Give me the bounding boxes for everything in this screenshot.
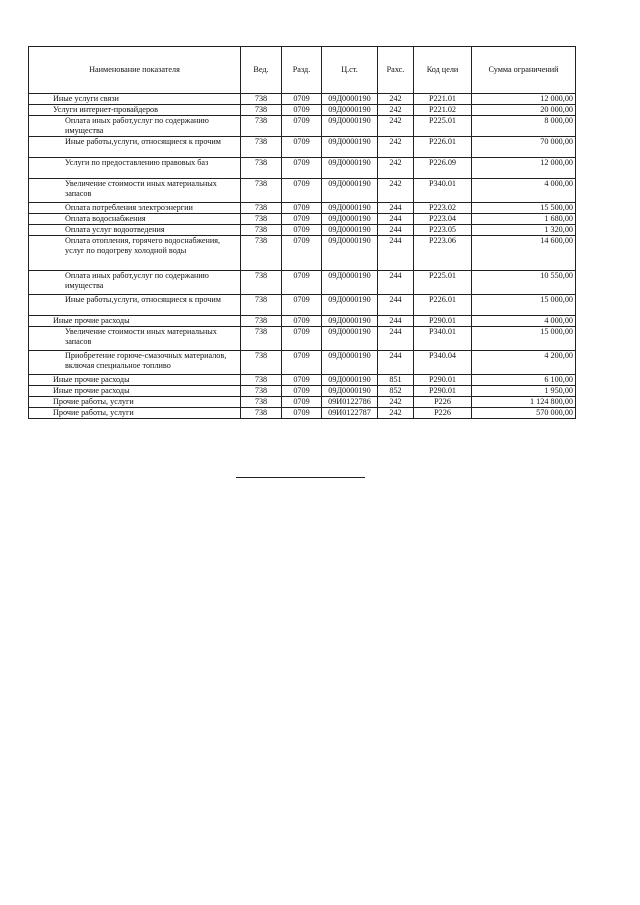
row-name: Иные услуги связи xyxy=(29,94,241,105)
table-row xyxy=(29,351,576,375)
row-ved: 738 xyxy=(241,351,282,375)
row-ved: 738 xyxy=(241,116,282,137)
row-rash: 244 xyxy=(378,214,414,225)
row-rash: 244 xyxy=(378,295,414,316)
row-sum: 1 124 800,00 xyxy=(472,397,576,408)
row-ved: 738 xyxy=(241,295,282,316)
row-rash: 242 xyxy=(378,158,414,179)
row-name: Оплата потребления электроэнергии xyxy=(29,203,241,214)
table-row xyxy=(29,105,576,116)
row-kod: Р226.01 xyxy=(414,295,472,316)
row-ved: 738 xyxy=(241,408,282,419)
row-cst: 09Д0000190 xyxy=(322,203,378,214)
row-razd: 0709 xyxy=(282,225,322,236)
row-sum: 1 950,00 xyxy=(472,386,576,397)
row-sum: 10 550,00 xyxy=(472,271,576,295)
row-sum: 1 320,00 xyxy=(472,225,576,236)
row-kod: Р223.06 xyxy=(414,236,472,271)
row-ved: 738 xyxy=(241,327,282,351)
row-sum: 15 000,00 xyxy=(472,327,576,351)
row-razd: 0709 xyxy=(282,158,322,179)
row-cst: 09И0122787 xyxy=(322,408,378,419)
row-name: Услуги по предоставлению правовых баз xyxy=(29,158,241,179)
row-razd: 0709 xyxy=(282,316,322,327)
row-sum: 4 000,00 xyxy=(472,316,576,327)
header-name: Наименование показателя xyxy=(29,47,241,94)
row-name: Услуги интернет-провайдеров xyxy=(29,105,241,116)
table-row xyxy=(29,295,576,316)
row-ved: 738 xyxy=(241,137,282,158)
row-razd: 0709 xyxy=(282,179,322,203)
table-row xyxy=(29,94,576,105)
row-name: Иные прочие расходы xyxy=(29,386,241,397)
row-razd: 0709 xyxy=(282,271,322,295)
row-rash: 852 xyxy=(378,386,414,397)
row-sum: 4 200,00 xyxy=(472,351,576,375)
row-razd: 0709 xyxy=(282,105,322,116)
table-row xyxy=(29,386,576,397)
row-razd: 0709 xyxy=(282,375,322,386)
row-sum: 15 500,00 xyxy=(472,203,576,214)
table-row xyxy=(29,116,576,137)
row-sum: 15 000,00 xyxy=(472,295,576,316)
row-razd: 0709 xyxy=(282,351,322,375)
row-rash: 244 xyxy=(378,225,414,236)
row-sum: 12 000,00 xyxy=(472,158,576,179)
row-name: Прочие работы, услуги xyxy=(29,397,241,408)
table-row xyxy=(29,225,576,236)
row-ved: 738 xyxy=(241,225,282,236)
row-cst: 09И0122786 xyxy=(322,397,378,408)
row-name: Увеличение стоимости иных материальных запасов xyxy=(29,327,241,351)
row-ved: 738 xyxy=(241,94,282,105)
row-cst: 09Д0000190 xyxy=(322,327,378,351)
row-kod: Р290.01 xyxy=(414,316,472,327)
table-row xyxy=(29,137,576,158)
row-kod: Р225.01 xyxy=(414,271,472,295)
row-rash: 244 xyxy=(378,316,414,327)
row-razd: 0709 xyxy=(282,214,322,225)
row-ved: 738 xyxy=(241,203,282,214)
row-kod: Р340.04 xyxy=(414,351,472,375)
row-razd: 0709 xyxy=(282,94,322,105)
row-kod: Р225.01 xyxy=(414,116,472,137)
header-rash: Рахс. xyxy=(378,47,414,94)
row-kod: Р340.01 xyxy=(414,327,472,351)
row-name: Оплата водоснабжения xyxy=(29,214,241,225)
row-rash: 242 xyxy=(378,397,414,408)
row-name: Оплата отопления, горячего водоснабжения, услуг по подогреву холодной воды xyxy=(29,236,241,271)
row-rash: 242 xyxy=(378,179,414,203)
row-name: Иные работы,услуги, относящиеся к прочим xyxy=(29,295,241,316)
row-cst: 09Д0000190 xyxy=(322,236,378,271)
table-row xyxy=(29,236,576,271)
table-row xyxy=(29,271,576,295)
table-header-row xyxy=(29,47,576,94)
row-razd: 0709 xyxy=(282,137,322,158)
row-cst: 09Д0000190 xyxy=(322,295,378,316)
row-cst: 09Д0000190 xyxy=(322,316,378,327)
table-row xyxy=(29,158,576,179)
row-name: Иные работы,услуги, относящиеся к прочим xyxy=(29,137,241,158)
budget-limits-table xyxy=(28,46,576,419)
row-kod: Р226 xyxy=(414,397,472,408)
row-rash: 242 xyxy=(378,105,414,116)
row-kod: Р223.04 xyxy=(414,214,472,225)
header-razd: Разд. xyxy=(282,47,322,94)
row-cst: 09Д0000190 xyxy=(322,94,378,105)
row-rash: 242 xyxy=(378,116,414,137)
row-cst: 09Д0000190 xyxy=(322,271,378,295)
table-row xyxy=(29,375,576,386)
row-razd: 0709 xyxy=(282,386,322,397)
header-cst: Ц.ст. xyxy=(322,47,378,94)
row-kod: Р340.01 xyxy=(414,179,472,203)
row-rash: 242 xyxy=(378,94,414,105)
row-ved: 738 xyxy=(241,214,282,225)
row-sum: 8 000,00 xyxy=(472,116,576,137)
row-ved: 738 xyxy=(241,236,282,271)
row-cst: 09Д0000190 xyxy=(322,105,378,116)
row-cst: 09Д0000190 xyxy=(322,351,378,375)
row-name: Оплата иных работ,услуг по содержанию имущества xyxy=(29,271,241,295)
row-ved: 738 xyxy=(241,271,282,295)
row-cst: 09Д0000190 xyxy=(322,214,378,225)
row-kod: Р221.01 xyxy=(414,94,472,105)
row-ved: 738 xyxy=(241,105,282,116)
row-ved: 738 xyxy=(241,158,282,179)
table-row xyxy=(29,203,576,214)
row-kod: Р226 xyxy=(414,408,472,419)
row-razd: 0709 xyxy=(282,203,322,214)
row-rash: 244 xyxy=(378,271,414,295)
row-kod: Р226.09 xyxy=(414,158,472,179)
row-name: Прочие работы, услуги xyxy=(29,408,241,419)
row-name: Увеличение стоимости иных материальных запасов xyxy=(29,179,241,203)
row-rash: 851 xyxy=(378,375,414,386)
table-row xyxy=(29,316,576,327)
end-divider xyxy=(236,477,365,478)
table-row xyxy=(29,179,576,203)
row-rash: 244 xyxy=(378,203,414,214)
header-sum: Сумма ограничений xyxy=(472,47,576,94)
row-cst: 09Д0000190 xyxy=(322,137,378,158)
row-cst: 09Д0000190 xyxy=(322,179,378,203)
row-ved: 738 xyxy=(241,386,282,397)
row-ved: 738 xyxy=(241,179,282,203)
row-name: Иные прочие расходы xyxy=(29,375,241,386)
row-kod: Р290.01 xyxy=(414,386,472,397)
row-sum: 70 000,00 xyxy=(472,137,576,158)
row-name: Иные прочие расходы xyxy=(29,316,241,327)
row-rash: 244 xyxy=(378,236,414,271)
row-rash: 244 xyxy=(378,327,414,351)
row-kod: Р221.02 xyxy=(414,105,472,116)
table-row xyxy=(29,327,576,351)
row-cst: 09Д0000190 xyxy=(322,116,378,137)
row-kod: Р226.01 xyxy=(414,137,472,158)
table-row xyxy=(29,397,576,408)
row-razd: 0709 xyxy=(282,408,322,419)
row-name: Оплата услуг водоотведения xyxy=(29,225,241,236)
row-name: Приобретение горюче-смазочных материалов, включая специальное топливо xyxy=(29,351,241,375)
row-ved: 738 xyxy=(241,316,282,327)
row-cst: 09Д0000190 xyxy=(322,386,378,397)
row-razd: 0709 xyxy=(282,327,322,351)
row-sum: 14 600,00 xyxy=(472,236,576,271)
row-ved: 738 xyxy=(241,397,282,408)
row-cst: 09Д0000190 xyxy=(322,375,378,386)
row-cst: 09Д0000190 xyxy=(322,225,378,236)
row-kod: Р223.02 xyxy=(414,203,472,214)
row-razd: 0709 xyxy=(282,236,322,271)
row-sum: 1 680,00 xyxy=(472,214,576,225)
row-rash: 244 xyxy=(378,351,414,375)
row-razd: 0709 xyxy=(282,295,322,316)
row-kod: Р290.01 xyxy=(414,375,472,386)
row-sum: 570 000,00 xyxy=(472,408,576,419)
row-sum: 12 000,00 xyxy=(472,94,576,105)
row-sum: 20 000,00 xyxy=(472,105,576,116)
row-sum: 4 000,00 xyxy=(472,179,576,203)
row-name: Оплата иных работ,услуг по содержанию имущества xyxy=(29,116,241,137)
table-row xyxy=(29,408,576,419)
header-ved: Вед. xyxy=(241,47,282,94)
row-ved: 738 xyxy=(241,375,282,386)
table-row xyxy=(29,214,576,225)
row-sum: 6 100,00 xyxy=(472,375,576,386)
row-razd: 0709 xyxy=(282,116,322,137)
row-kod: Р223.05 xyxy=(414,225,472,236)
row-rash: 242 xyxy=(378,408,414,419)
row-razd: 0709 xyxy=(282,397,322,408)
header-kod: Код цели xyxy=(414,47,472,94)
row-rash: 242 xyxy=(378,137,414,158)
row-cst: 09Д0000190 xyxy=(322,158,378,179)
